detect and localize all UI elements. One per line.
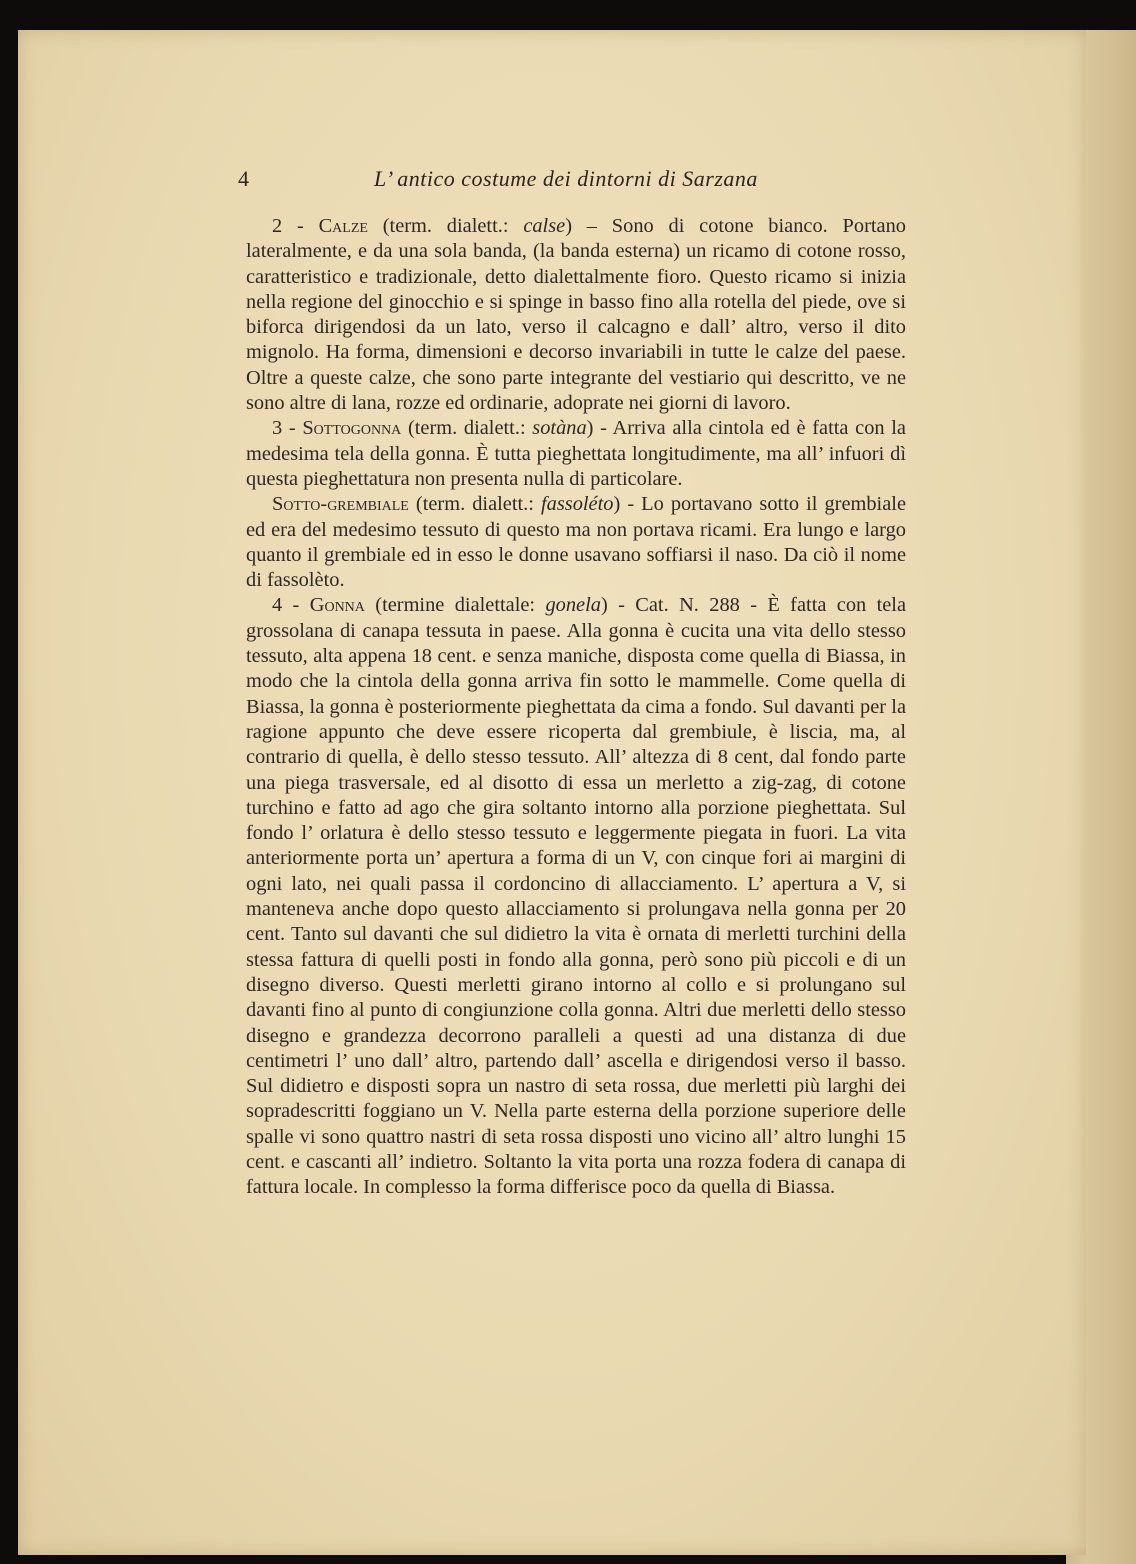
section-number: 2 -: [272, 215, 319, 237]
running-title: L’ antico costume dei dintorni di Sarzana: [374, 166, 758, 191]
paragraph-text: ) - Cat. N. 288 - È fatta con tela grossolana di canapa tessuta in paese. Alla gonna è cucita una vita dello stesso tessuto, alta appena 18 cent. e senza maniche, disposta come quella di Biassa, in modo che la cintola della gonna arriva fin sotto le mammelle. Come quella di Biassa, la gonna è posteriormente pieghettata da cima a fondo. Sul davanti per la ragione appunto che deve essere ricoperta dal grembiule, è liscia, ma, al contrario di quella, è dello stesso tessuto. All’ altezza di 8 cent, dal fondo parte una piega trasversale, ed al disotto di essa un merletto a zig-zag, di cotone turchino e fatto ad ago che gira soltanto intorno alla porzione pieghettata. Sul fondo l’ orlatura è dello stesso tessuto e leggermente piegata in fuori. La vita anteriormente porta un’ apertura a forma di un V, con cinque fori ai margini di ogni lato, nei quali passa il cordoncino di allacciamento. L’ apertura a V, si manteneva anche dopo questo allacciamento si prolungava nella gonna per 20 cent. Tanto sul davanti che sul didietro la vita è ornata di merletti turchini della stessa fattura di quelli posti in fondo alla gonna, però sono più piccoli e di un disegno diverso. Questi merletti girano intorno al collo e si prolungano sul davanti fino al punto di congiunzione colla gonna. Altri due merletti dello stesso disegno e grandezza decorrono paralleli a questi ad una distanza di due centimetri l’ uno dall’ altro, partendo dall’ ascella e dirigendosi verso il basso. Sul didietro e disposti sopra un nastro di seta rossa, due merletti più larghi dei sopradescritti foggiano un V. Nella parte esterna della porzione superiore delle spalle vi sono quattro nastri di seta rossa disposti uno vicino all’ altro lunghi 15 cent. e cascanti all’ indietro. Soltanto la vita porta una rozza fodera di canapa di fattura locale. In complesso la forma differisce poco da quella di Biassa.: [246, 594, 907, 1199]
paragraph-text: ) - Lo portavano sotto il grembiale ed era del medesimo tessuto di questo ma non portava ricami. Era lungo e largo quanto il grembiale ed in esso le donne usavano soffiarsi il naso. Da ciò il nome di fassolèto.: [246, 493, 906, 592]
paragraph-gonna: [246, 593, 906, 1200]
page-body: [246, 214, 906, 1201]
section-term: Sottogonna: [302, 417, 402, 440]
dialect-word: sotàna: [532, 417, 587, 440]
paragraph-text: ) - Arriva alla cintola ed è fatta con la medesima tela della gonna. È tutta pieghettata longitudimente, ma all’ infuori dì questa pieghettatura non presenta nulla di particolare.: [246, 417, 906, 490]
paragraph-text: ) – Sono di cotone bianco. Portano lateralmente, e da una sola banda, (la banda esterna) un ricamo di cotone rosso, caratteristico e tradizionale, detto dialettalmente fioro. Questo ricamo si inizia nella regione del ginocchio e si spinge in basso fino alla rotella del piede, ove si biforca dirigendosi da un lato, verso il calcagno e dall’ altro, verso il dito mignolo. Ha forma, dimensioni e decorso invariabili in tutte le calze del paese. Oltre a queste calze, che sono parte integrante del vestiario qui descritto, ve ne sono altre di lana, rozze ed ordinarie, adoprate nei giorni di lavoro.: [246, 215, 906, 415]
section-term: Calze: [318, 215, 368, 237]
running-header: [224, 166, 904, 198]
paragraph-sotto-grembiale: [246, 492, 906, 593]
section-term: Gonna: [309, 594, 365, 617]
section-number: 4 -: [272, 594, 310, 617]
term-note: (term. dialett.:: [408, 493, 541, 516]
dialect-word: fassoléto: [540, 493, 614, 516]
term-note: (term. dialett.:: [401, 417, 533, 440]
dialect-word: gonela: [545, 594, 601, 617]
term-note: (termine dialettale:: [364, 594, 546, 617]
term-note: (term. dialett.:: [367, 215, 524, 237]
section-number: 3 -: [272, 417, 303, 440]
paragraph-calze: [246, 214, 906, 416]
section-term: Sotto-grembiale: [272, 493, 409, 516]
paragraph-sottogonna: [246, 416, 906, 492]
dialect-word: calse: [523, 215, 566, 237]
page-number: 4: [238, 166, 249, 191]
